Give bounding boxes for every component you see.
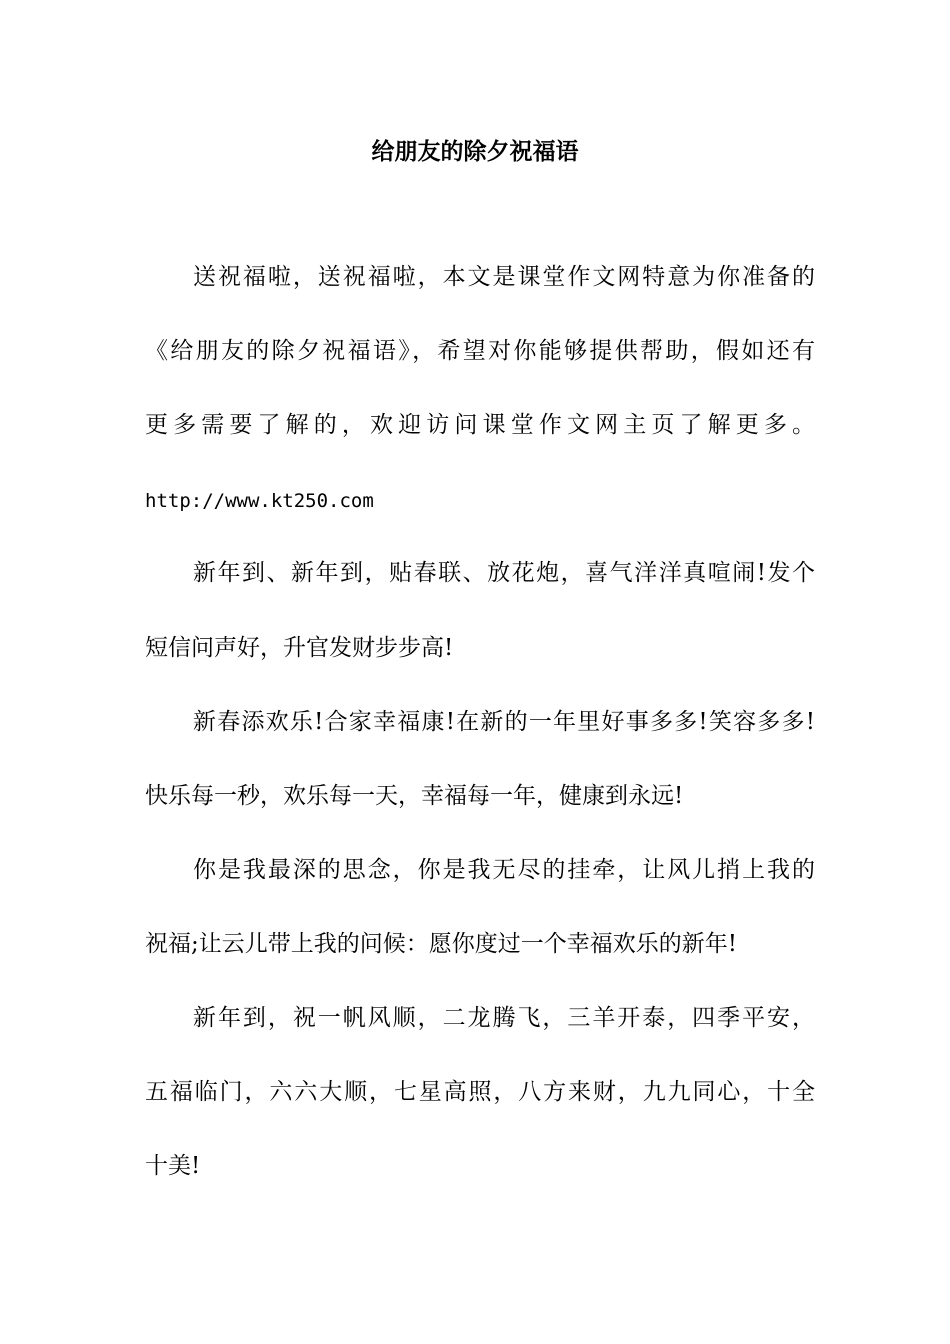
paragraph-line: 送祝福啦，送祝福啦，本文是课堂作文网特意为你准备的 [193,264,815,290]
website-url: http://www.kt250.com [145,490,374,512]
paragraph-line: 你是我最深的思念，你是我无尽的挂牵，让风儿捎上我的 [193,857,815,883]
paragraph-line: 快乐每一秒，欢乐每一天，幸福每一年，健康到永远! [145,783,684,809]
paragraph-line: 短信问声好，升官发财步步高! [145,635,454,661]
paragraph-line: 更多需要了解的，欢迎访问课堂作文网主页了解更多。 [145,412,815,438]
paragraph-line: 新年到、新年到，贴春联、放花炮，喜气洋洋真喧闹!发个 [193,560,815,586]
paragraph-line: 五福临门，六六大顺，七星高照，八方来财，九九同心，十全 [145,1079,815,1105]
document-title: 给朋友的除夕祝福语 [371,139,579,165]
paragraph-line: 新年到，祝一帆风顺，二龙腾飞，三羊开泰，四季平安， [193,1005,815,1031]
paragraph-line: 新春添欢乐!合家幸福康!在新的一年里好事多多!笑容多多! [193,709,815,735]
paragraph-line: 《给朋友的除夕祝福语》，希望对你能够提供帮助，假如还有 [145,338,815,364]
paragraph-line: 十美! [145,1153,201,1179]
paragraph-line: 祝福;让云儿带上我的问候：愿你度过一个幸福欢乐的新年! [145,931,737,957]
